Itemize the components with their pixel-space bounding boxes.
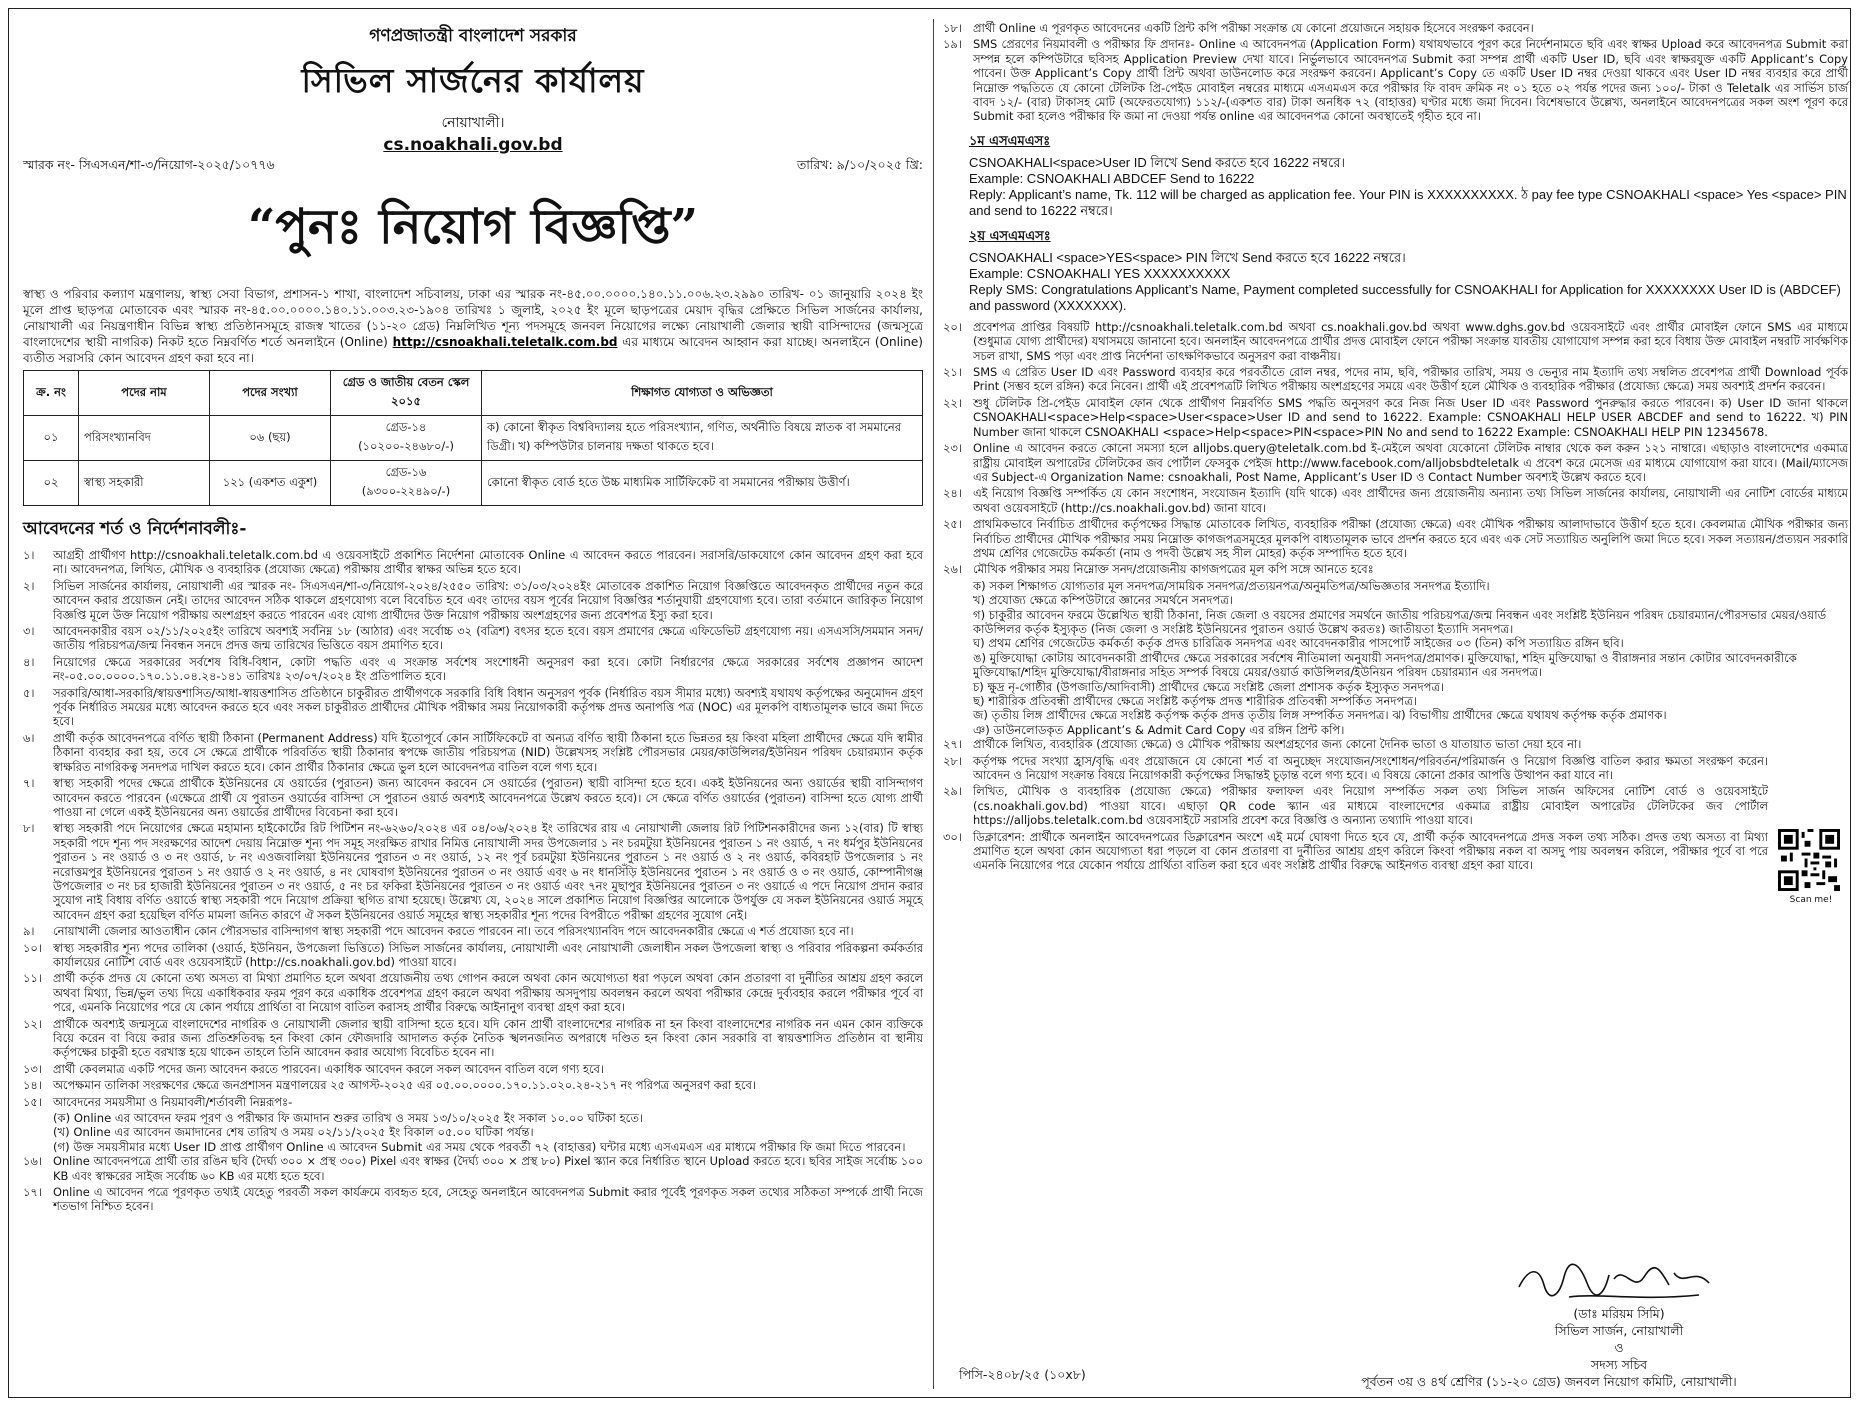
list-item [23,821,923,922]
header [23,23,923,155]
item-text: প্রার্থী কেবলমাত্র একটি পদের জন্য আবেদন করতে পারবেন। একাধিক আবেদন করলে সকল আবেদন বাতিল বলে গণ্য হবে। [53,1061,604,1076]
signatory-title: সিভিল সার্জন, নোয়াখালী [1554,1323,1684,1338]
conditions-title: আবেদনের শর্ত ও নির্দেশনাবলীঃ- [23,519,247,539]
item-text: SMS এ প্রেরিত User ID এবং Password ব্যবহার করে পরবর্তীতে রোল নম্বর, পদের নাম, ছবি, পরীক্ষার তারিখ, সময় ও ভেন্যুর নাম ইত্যাদি তথ্য সম্বলিত প্রবেশপত্র প্রার্থী Download পূর্বক Print (সম্ভব হলে রঙ্গিন) করে নিবেন। প্রার্থী এই প্রবেশপত্রটি লিখিত পরীক্ষায় অংশগ্রহণের সময়ে এবং উত্তীর্ণ হলে মৌখিক ও ব্যবহারিক পরীক্ষার (প্রযোজ্য ক্ষেত্রে) সময় অবশ্যই প্রদর্শন করবেন। [973,365,1848,394]
signatory-name: (ডাঃ মরিয়ম সিমি) [1573,1306,1665,1321]
handwritten-signature [1449,1257,1789,1305]
item-number: ৫। [23,685,35,700]
right-column [943,21,1849,906]
list-item [23,1095,923,1109]
item-text: প্রার্থী কর্তৃক প্রদত্ত যে কোনো তথ্য অসত্য বা মিথ্যা প্রমাণিত হলে অথবা প্রয়োজনীয় তথ্য গোপন করলে অথবা কোন অযোগ্যতা ধরা পড়লে অথবা কোন প্রতারণা বা দুর্নীতির আশ্রয় গ্রহণ করলে অথবা মিথ্যা, ভিন্ন/ভুল তথ্য দিয়ে একাধিকবার ফরম পূরণ করে একাধিক প্রবেশপত্র গ্রহণ করলে অথবা পরীক্ষায় অসদুপায় অবলম্বন করলে অথবা পরীক্ষার কেন্দ্রে দুর্ব্যবহার করলে পরীক্ষার পূর্বে বা পরে, এমনকি নিয়োগের পরে যে কোন পর্যায়ে প্রার্থিতা বা নিয়োগ বাতিল করাসহ প্রার্থীর বিরুদ্ধে আইনানুগ ব্যবস্থা গ্রহণ করা হবে। [53,971,923,1015]
list-item [943,784,1768,827]
sub-item: ছ) শারীরিক প্রতিবন্ধী প্রার্থীদের ক্ষেত্রে সংশ্লিষ্ট কর্তৃপক্ষ প্রদত্ত শারীরিক প্রতিবন্ধী সম্পর্কিত সনদপত্র। [973,694,1418,708]
list-item [943,37,1848,123]
item-number: ২৫। [943,517,962,532]
item-number: ২। [23,578,35,593]
conditions-list-right-a [943,21,1848,124]
intro-paragraph [23,286,923,366]
table-header-row [24,371,923,416]
cell-no: ০২ [24,461,79,506]
item-text: SMS প্রেরণের নিয়মাবলী ও পরীক্ষার ফি প্রদানঃ- Online এ আবেদনপত্র (Application Form) যথাযথভাবে পূরণ করে নির্দেশনামতে ছবি এবং স্বাক্ষর Upload করে আবেদনপত্র Submit করা সম্পন্ন হলে কম্পিউটারে ছবিসহ Application Preview দেখা যাবে। নির্ভুলভাবে আবেদনপত্র Submit করা সম্পন্ন প্রার্থী একটি User ID, ছবি এবং স্বাক্ষরযুক্ত একটি Applicant’s Copy পাবেন। উক্ত Applicant’s Copy প্রার্থী প্রিন্ট অথবা ডাউনলোড করে সংরক্ষণ করবেন। Applicant’s Copy তে একটি User ID নম্বর দেওয়া থাকবে এবং User ID নম্বর ব্যবহার করে প্রার্থী নিম্নোক্ত পদ্ধতিতে যে কোনো টেলিটক প্রি-পেইড মোবাইল নম্বরের মাধ্যমে এসএমএস করে পরীক্ষার ফি বাবদ ক্রমিক নং ০১ হতে ০২ পর্যন্ত পদের জন্য ১০০/- টাকা ও Teletalk এর সার্ভিস চার্জ বাবদ ১২/- (বার) টাকাসহ মোট (অফেরতযোগ্য) ১১২/-(একশত বার) টাকা অনধিক ৭২ (বাহাত্তর) ঘণ্টার মধ্যে জমা দিবেন। বিশেষভাবে উল্লেখ্য, অনলাইনে আবেদনপত্রের সকল অংশ পূরণ করে Submit করা হলেও পরীক্ষার ফি জমা না দেওয়া পর্যন্ত online এর আবেদনপত্র কোনো অবস্থাতেই গৃহীত হবে না। [973,37,1848,124]
gov-name: গণপ্রজাতন্ত্রী বাংলাদেশ সরকার [369,26,577,46]
left-column [23,21,923,1216]
list-item [23,548,923,577]
item-text: সিভিল সার্জনের কার্যালয়, নোয়াখালী এর স্মারক নং- সিএসএন/শা-৩/নিয়োগ-২০২৪/২৫৫০ তারিখ: ৩১/০৩/২০২৪ইং মোতাবেক প্রকাশিত নিয়োগ বিজ্ঞপ্তিতে আবেদনকৃত প্রার্থীদের নতুন করে আবেদন করার প্রয়োজন নেই। তাদের আবেদন সঠিক থাকলে গ্রহণযোগ্য বলে বিবেচিত হবে এবং তাদের বয়স পূর্বের নিয়োগ বিজ্ঞপ্তির শর্তানুযায়ী গ্রহণযোগ্য হবে। তারা বর্তমানে জারিকৃত নিয়োগ বিজ্ঞপ্তি মূলে উক্ত নিয়োগ পরীক্ষায় অংশগ্রহণ করতে পারবেন এবং যোগ্য প্রার্থীদের উক্ত নিয়োগ পরীক্ষায় অংশগ্রহণের জন্য প্রবেশপত্র ইস্যু করা হবে। [53,578,923,622]
sms1-reply: Reply: Applicant’s name, Tk. 112 will be charged as application fee. Your PIN is XXXXXXXXXX. ঠ pay fee type CSNOAKHALI <space> Yes <space> PIN and send to 16222 নম্বরে। [969,186,1847,218]
cell-count: ০৬ (ছয়) [210,416,331,461]
item-number: ২৪। [943,486,962,501]
list-item [23,1154,923,1183]
memo-number: স্মারক নং- সিএসএন/শা-৩/নিয়োগ-২০২৫/১০৭৭৬ [23,157,275,172]
cell-post: পরিসংখ্যানবিদ [79,416,210,461]
item-text: সরকারি/আধা-সরকারি/স্বায়ত্তশাসিত/আধা-স্বায়ত্তশাসিত প্রতিষ্ঠানে চাকুরীরত প্রার্থীগণকে সরকারি বিধি বিধান অনুসরণ পূর্বক (নির্ধারিত বয়স সীমার মধ্যে) অবশ্যই যথাযথ কর্তৃপক্ষের অনুমোদন গ্রহণ পূর্বক নির্ধারিত সময়ের মধ্যে আবেদন করতে হবে এবং সকল চাকুরীরত প্রার্থীদের মৌখিক পরীক্ষার সময় নিয়োগকারী কর্তৃপক্ষ প্রদত্ত অনাপত্তি পত্র (NOC) এর মূলকপি বাধ্যতামূলক ভাবে জমা দিতে হবে। [53,685,923,729]
intro-tail: এর মাধ্যমে আবেদন আহ্বান করা যাচ্ছে। অনলাইনে (Online) ব্যতীত সরাসরি কোন আবেদন গ্রহণ করা হবে না। [23,335,923,365]
col-header-grade: গ্রেড ও জাতীয় বেতন স্কেল ২০১৫ [331,371,482,416]
item-number: ৪। [23,654,35,669]
memo-line [23,157,923,177]
item-number: ২০। [943,319,962,334]
item-number: ২৬। [943,562,962,577]
item-text: নোয়াখালী জেলার আওতাধীন কোন পৌরসভার বাসিন্দাগণ স্বাস্থ্য সহকারী পদে আবেদন করতে পারবেন না। তবে পরিসংখ্যানবিদ পদে আবেদনকারীর ক্ষেত্রে এ শর্ত প্রযোজ্য হবে না। [53,924,854,939]
item-number: ১১। [23,971,42,986]
list-item [943,365,1848,394]
item-text: লিখিত, মৌখিক ও ব্যবহারিক (প্রযোজ্য ক্ষেত্রে) পরীক্ষার ফলাফল এবং নিয়োগ সম্পর্কিত সকল তথ্য সিভিল সার্জন অফিসের নোটিশ বোর্ড ও ওয়েবসাইটে (cs.noakhali.gov.bd) পাওয়া যাবে। এছাড়া QR code স্ক্যান এর মাধ্যমে বাংলাদেশের একমাত্র রাষ্ট্রীয় মোবাইল অপারেটর টেলিটকের জব পোর্টাল https://alljobs.teletalk.com.bd ওয়েবসাইটে সরাসরি প্রবেশ করে বিজ্ঞপ্তি ও অন্যান্য তথ্যাদি পাওয়া যাবে। [973,784,1768,828]
list-item [23,1078,923,1092]
item-text: অপেক্ষমান তালিকা সংরক্ষণের ক্ষেত্রে জনপ্রশাসন মন্ত্রণালয়ের ২৫ আগস্ট-২০২৫ এর ০৫.০০.০০০০.১৭০.১১.০২০.২৪-২১৭ নং পরিপত্র অনুসরণ করা হবে। [53,1078,756,1093]
sub-item: ক) সকল শিক্ষাগত যোগ্যতার মূল সনদপত্র/সাময়িক সনদপত্র/প্রত্যয়নপত্র/অনুমতিপত্র/অভিজ্ঞতার সনদপত্র ইত্যাদি। [973,578,1490,593]
district-name: নোয়াখালী। [441,115,505,131]
col-header-count: পদের সংখ্যা [210,371,331,416]
grade-label: গ্রেড-১৬ [385,465,427,479]
item-text: কর্তৃপক্ষ পদের সংখ্যা হ্রাস/বৃদ্ধি এবং প্রয়োজনে যে কোনো শর্ত বা অনুচ্ছেদ সংযোজন/সংশোধন/পরিবর্তন/পরিমার্জন ও নিয়োগ বিজ্ঞপ্তি বাতিল করার ক্ষমতা সংরক্ষণ করেন। আবেদন ও নিয়োগ সংক্রান্ত বিষয়ে নিয়োগকারী কর্তৃপক্ষের সিদ্ধান্তই চূড়ান্ত বলে গণ্য হবে। এ বিষয়ে কোনো প্রকার আপত্তি উত্থাপন করা যাবে না। [973,753,1768,783]
item-number: ২২। [943,395,962,410]
list-item [23,971,923,1014]
cell-post: স্বাস্থ্য সহকারী [79,461,210,506]
item-text: এই নিয়োগ বিজ্ঞপ্তি সম্পর্কিত যে কোন সংশোধন, সংযোজন ইত্যাদি (যদি থাকে) এবং প্রার্থীদের জন্য প্রয়োজনীয় অন্যান্য তথ্য সিভিল সার্জনের কার্যালয়, নোয়াখালী এর নোটিশ বোর্ডের মাধ্যমে অথবা ওয়েবসাইটে (http://cs.noakhali.gov.bd) জানা যাবে। [973,486,1848,515]
item-number: ২৩। [943,441,962,456]
list-item [943,441,1848,484]
list-item [943,754,1768,783]
col-header-post: পদের নাম [79,371,210,416]
list-item [23,1017,923,1060]
signatory-and: ও [1614,1340,1624,1355]
scale-label: (১০২০০-২৪৬৮০/-) [358,439,454,453]
sub-item: (ক) Online এর আবেদন ফরম পূরণ ও পরীক্ষার ফি জমাদান শুরুর তারিখ ও সময় ১৩/১০/২০২৫ ইং সকাল ১০.০০ ঘটিকা হতে। [53,1111,644,1126]
sms2-reply: Reply SMS: Congratulations Applicant’s Name, Payment completed successfully for CSNOAKHALI for Application for XXXXXXXX User ID is (ABDCEF) and password (XXXXXXX). [969,281,1841,313]
conditions-list-right-c [943,737,1848,873]
item15-subs [23,1111,923,1154]
item-text: শুধু টেলিটক প্রি-পেইড মোবাইল ফোন থেকে প্রার্থীগণ নিম্নবর্ণিত SMS পদ্ধতি অনুসরণ করে নিজ নিজ User ID এবং Password পুনরুদ্ধার করতে পারবেন। ক) User ID জানা থাকলে CSNOAKHALI<space>Help<space>User<space>User ID and send to 16222. Example: CSNOAKHALI HELP USER ABCDEF and send to 16222. খ) PIN Number জানা থাকলে CSNOAKHALI <space>Help<space>PIN<space>PIN No and send to 16222 Example: CSNOAKHALI HELP PIN 12345678. [973,395,1848,439]
notice-frame [8,8,1851,1398]
item-text: নিয়োগের ক্ষেত্রে সরকারের সর্বশেষ বিধি-বিধান, কোটা পদ্ধতি এবং এ সংক্রান্ত সর্বশেষ সংশোধনী অনুসরণ করা হবে। কোটা নির্ধারণের ক্ষেত্রে সরকারের সর্বশেষ প্রজ্ঞাপন আদেশ নং-০৫.০০.০০০০.১৭০.১১.০৪.২৪-১৪১ তারিখঃ ২৩/০৭/২০২৪ ইং প্রতিপালিত হবে। [53,654,923,684]
qr-block [1778,829,1844,905]
list-item [23,624,923,653]
item-text: আবেদনকারীর বয়স ০২/১১/২০২৫ইং তারিখে অবশ্যই সর্বনিম্ন ১৮ (আঠার) এবং সর্বোচ্চ ৩২ (বত্রিশ) বৎসর হতে হবে। বয়স প্রমাণের ক্ষেত্রে এফিডেভিট গ্রহণযোগ্য নয়। এসএসসি/সমমান সনদ/জাতীয় পরিচয়পত্র/জন্ম নিবন্ধন সনদে প্রদত্ত জন্ম তারিখের ভিত্তিতে বয়স প্রমাণিত হবে। [53,624,923,653]
item-number: ৬। [23,730,35,745]
list-item [943,562,1848,576]
office-name: সিভিল সার্জনের কার্যালয় [301,61,645,100]
intro-text: স্বাস্থ্য ও পরিবার কল্যাণ মন্ত্রণালয়, স্বাস্থ্য সেবা বিভাগ, প্রশাসন-১ শাখা, বাংলাদেশ সচিবালয়, ঢাকা এর স্মারক নং-৪৫.০০.০০০০.১৪০.১১.০০৬.২৩.২৯৯০ তারিখ- ০১ জানুয়ারি ২০২৪ ইং মূলে প্রাপ্ত ছাড়পত্র মোতাবেক এবং স্মারক নং-৪৫.০০.০০০০.১৪০.১১.০০৩.২৩-১৯০৪ তারিখঃ ১ জুলাই, ২০২৫ ইং মূলে ছাড়পত্রের মেয়াদ বৃদ্ধির প্রেক্ষিতে সিভিল সার্জনের কার্যালয়, নোয়াখালী এর নিয়ন্ত্রণাধীন বিভিন্ন স্বাস্থ্য প্রতিষ্ঠানসমূহে রাজস্ব খাতের (১১-২০ গ্রেড) নিম্নলিখিত শূন্য পদসমূহে জনবল নিয়োগের লক্ষ্যে নোয়াখালী জেলার স্থায়ী বাসিন্দাদের (জন্মসূত্রে বাংলাদেশের স্থায়ী নাগরিক) নিকট হতে নিম্নবর্ণিত শর্তে অনলাইনে (Online) [23,287,923,349]
grade-label: গ্রেড-১৪ [385,420,427,434]
list-item [23,1062,923,1076]
item-text: ডিক্লারেশন: প্রার্থীকে অনলাইন আবেদনপত্রের ডিক্লারেশন অংশে এই মর্মে ঘোষণা দিতে হবে যে, প্রার্থী কর্তৃক আবেদনপত্রে প্রদত্ত সকল তথ্য সঠিক। প্রদত্ত তথ্য অসত্য বা মিথ্যা প্রমাণিত হলে অথবা কোন অযোগ্যতা ধরা পড়লে বা কোন প্রতারণা বা দুর্নীতির আশ্রয় গ্রহণ করিলে কিংবা পরীক্ষায় নকল বা অসদু পায় অবলম্বন করিলে, পরীক্ষার পূর্বে বা পরে এমনকি নিয়োগের পরে যেকোন পর্যায়ে প্রার্থিতা বাতিল করা হবে এবং সংশ্লিষ্ট প্রার্থীর বিরুদ্ধে আইনগত ব্যবস্থা গ্রহণ করা যাবে। [973,829,1768,873]
item-text: প্রবেশপত্র প্রাপ্তির বিষয়টি http://csnoakhali.teletalk.com.bd অথবা cs.noakhali.gov.bd অথবা www.dghs.gov.bd ওয়েবসাইটে এবং প্রার্থীর মোবাইল ফোনে SMS এর মাধ্যমে (শুধুমাত্র যোগ্য প্রার্থীদের) যথাসময়ে জানানো হবে। অনলাইন আবেদনপত্রে প্রার্থীর প্রদত্ত মোবাইল ফোনে পরীক্ষা সংক্রান্ত যাবতীয় যোগাযোগ সম্পন্ন করা হবে বিধায় উক্ত মোবাইল নম্বরটি সার্বক্ষণিক সচল রাখা, SMS পড়া এবং প্রাপ্ত নির্দেশনা তাৎক্ষণিকভাবে অনুসরণ করা বাঞ্চনীয়। [973,319,1848,363]
conditions-list-left [23,548,923,1109]
list-item [943,737,1768,751]
sms1-format: CSNOAKHALI<space>User ID লিখে Send করতে হবে 16222 নম্বরে। [969,154,1346,170]
sub-item: খ) প্রযোজ্য ক্ষেত্রে কম্পিউটারে জ্ঞানের সমর্থনে সনদপত্র। [973,593,1234,608]
cell-grade [331,461,482,506]
list-item [23,776,923,819]
list-item [23,924,923,938]
list-item [943,486,1848,515]
table-row [24,416,923,461]
item-text: প্রার্থীকে লিখিত, ব্যবহারিক (প্রযোজ্য ক্ষেত্রে) ও মৌখিক পরীক্ষায় অংশগ্রহণের জন্য কোনো দৈনিক ভাতা ও যাতায়াত ভাতা দেয়া হবে না। [973,737,1582,752]
list-item [943,320,1848,363]
conditions-list-right-b [943,320,1848,577]
item-number: ৩। [23,624,35,639]
list-item [23,731,923,774]
signatory-committee: পূর্বতন ৩য় ও ৪র্থ শ্রেণির (১১-২০ গ্রেড) জনবল নিয়োগ কমিটি, নোয়াখালী। [1361,1374,1737,1389]
item-text: মৌখিক পরীক্ষার সময় নিম্নোক্ত সনদ/প্রয়োজনীয় কাগজপত্রের মূল কপি সঙ্গে আনতে হবেঃ [973,562,1374,577]
qr-code-icon[interactable] [1778,829,1840,891]
item-text: প্রাথমিকভাবে নির্বাচিত প্রার্থীদের কর্তৃপক্ষের সিদ্ধান্ত মোতাবেক লিখিত, ব্যবহারিক পরীক্ষা (প্রযোজ্য ক্ষেত্রে) এবং মৌখিক পরীক্ষায় আলাদাভাবে উত্তীর্ণ হতে হবে। কেবলমাত্র মৌখিক পরীক্ষার জন্য নির্বাচিত প্রার্থীদের মৌখিক পরীক্ষার সময় নিম্নোক্ত কাগজপত্রসমূহের মূলকপি বাধ্যতামূলক ভাবে প্রদর্শন করতে হবে এবং এক সেট সত্যায়িত অনুলিপি জমা দিতে হবে। সকল সত্যায়ন/প্রত্যয়ন সরকারি প্রথম শ্রেণির গেজেটেড কর্মকর্তা (নাম ও পদবী উল্লেখ সহ সীল মোহর) কর্তৃক সম্পাদিত হতে হবে। [973,517,1849,560]
sms2-format: CSNOAKHALI <space>YES<space> PIN লিখে Send করতে হবে 16222 নম্বরে। [969,249,1406,265]
item-number: ১। [23,548,35,562]
qr-caption: Scan me! [1789,895,1833,906]
item-number: ১০। [23,940,42,955]
sms1-example: Example: CSNOAKHALI ABDCEF Send to 16222 [969,170,1255,186]
item-number: ৩০। [943,829,962,844]
list-item [23,686,923,729]
list-item [23,655,923,684]
item-text: Online এ আবেদন পত্রে পূরণকৃত তথ্যই যেহেতু পরবর্তী সকল কার্যক্রমে ব্যবহৃত হবে, সেহেতু অনলাইনে আবেদনপত্র Submit করার পূর্বেই পূরণকৃত সকল তথ্যের সঠিকতা সম্পর্কে প্রার্থী নিজে শতভাগ নিশ্চিত হবেন। [53,1185,923,1214]
list-item [943,830,1768,873]
sms2-heading: ২য় এসএমএসঃ [969,228,1051,244]
col-header-qualification: শিক্ষাগত যোগ্যতা ও অভিজ্ঞতা [482,371,923,416]
item-text: প্রার্থী Online এ পূরণকৃত আবেদনের একটি প্রিন্ট কপি পরীক্ষা সংক্রান্ত যে কোনো প্রয়োজনে সহায়ক হিসেবে সংরক্ষণ করবেন। [973,21,1534,35]
item-number: ২৮। [943,753,962,768]
column-divider [933,19,934,1389]
item-number: ২১। [943,365,962,380]
list-item [943,517,1848,560]
sub-item: জ) তৃতীয় লিঙ্গ প্রার্থীদের ক্ষেত্রে সংশ্লিষ্ট কর্তৃপক্ষ কর্তৃক প্রদত্ত তৃতীয় লিঙ্গ সম্পর্কিত সনদপত্র। ঝ) বিভাগীয় প্রার্থীদের ক্ষেত্রে যথাযথ কর্তৃপক্ষ কর্তৃক প্রমাণক। [973,708,1667,723]
sms1-heading: ১ম এসএমএসঃ [969,133,1051,149]
list-item [943,396,1848,439]
item-number: ১২। [23,1016,42,1031]
item-number: ২৭। [943,737,962,752]
sub-item: চ) ক্ষুদ্র নৃ-গোষ্ঠীর (উপজাতি/আদিবাসী) প্রার্থীদের ক্ষেত্রে সংশ্লিষ্ট জেলা প্রশাসক কর্তৃক ইস্যুকৃত সনদপত্র। [973,679,1445,694]
cell-grade [331,416,482,461]
item-number: ৮। [23,821,35,836]
office-website[interactable]: cs.noakhali.gov.bd [383,135,563,155]
sub-item: (খ) Online এর আবেদন জমাদানের শেষ তারিখ ও সময় ০২/১১/২০২৫ ইং বিকাল ০৫.০০ ঘটিকা পর্যন্ত। [53,1125,534,1140]
item-text: প্রার্থী কর্তৃক আবেদনপত্রে বর্ণিত স্থায়ী ঠিকানা (Permanent Address) যদি ইতোপূর্বে কোন সার্টিফিকেটে বা অন্যত্র বর্ণিত স্থায়ী ঠিকানা হতে ভিন্নতর হয় কিংবা মহিলা প্রার্থীদের ক্ষেত্রে যদি স্বামীর ঠিকানা ব্যবহার করা হয়, তবে সে ক্ষেত্রে প্রার্থীকে পরিবর্তিত স্থায়ী ঠিকানার স্বপক্ষে জাতীয় পরিচয়পত্র (NID) উল্লেখসহ সংশ্লিষ্ট পৌরসভার মেয়র/কাউন্সিলর/ইউনিয়ন পরিষদ চেয়ারম্যান কর্তৃক স্বাক্ষরিত নাগরিকত্ব সনদপত্র দাখিল করতে হবে। কোন প্রার্থীর ঠিকানার ক্ষেত্রে ভুল হলে আবেদনপত্র বাতিল বলে গণ্য হবে। [53,730,923,774]
sub-item: গ) চাকুরীর আবেদন ফরমে উল্লেখিত স্থায়ী ঠিকানা, নিজ জেলা ও বয়সের প্রমাণের সমর্থনে জাতীয় পরিচয়পত্র/জন্ম নিবন্ধন এবং সংশ্লিষ্ট ইউনিয়ন পরিষদ চেয়ারম্যান/পৌরসভার মেয়র/ওয়ার্ড কাউন্সিলর কর্তৃক ইস্যুকৃত (নিজ জেলা ও সংশ্লিষ্ট ইউনিয়নের পুরাতন ওয়ার্ড উল্লেখ করতঃ) জাতীয়তা ইত্যাদি সনদপত্র। [973,607,1827,636]
notice-title: “পুনঃ নিয়োগ বিজ্ঞপ্তি” [247,199,699,255]
signature-icon [1509,1257,1729,1305]
list-item [23,579,923,622]
teletalk-link[interactable]: http://csnoakhali.teletalk.com.bd [392,335,618,349]
scale-label: (৯৩০০-২২৪৯০/-) [361,484,451,498]
item-number: ১৬। [23,1154,42,1169]
sub-item: ঙ) মুক্তিযোদ্ধা কোটায় আবেদনকারী প্রার্থীদের ক্ষেত্রে সরকারের সর্বশেষ নীতিমালা অনুযায়ী সনদপত্র/প্রমাণক। মুক্তিযোদ্ধা, শহিদ মুক্তিযোদ্ধা ও বীরাঙ্গনার সন্তান কোটার আবেদনকারীকে মুক্তিযোদ্ধা/শহিদ মুক্তিযোদ্ধা/বীরাঙ্গনার সহিত সম্পর্ক বিষয়ে মেয়র/ওয়ার্ড কাউন্সিলর/ইউনিয়ন পরিষদ চেয়ারম্যান এর সনদপত্র। [973,650,1797,680]
item-number: ১৮। [943,21,962,35]
signature-block [1361,1257,1789,1390]
item-text: আবেদনের সময়সীমা ও নিয়মাবলী/শর্তাবলী নিম্নরূপঃ- [53,1094,293,1109]
sms2-example: Example: CSNOAKHALI YES XXXXXXXXXX [969,265,1231,281]
item-number: ১৭। [23,1185,42,1200]
item-number: ১৯। [943,37,962,52]
item-number: ৭। [23,776,35,791]
sub-item: ঘ) প্রথম শ্রেণির গেজেটেড কর্মকর্তা কর্তৃক প্রদত্ত চারিত্রিক সনদপত্র এবং আবেদনকারীর পাসপোর্ট সাইজের ০৩ (তিন) কপি সত্যায়িত রঙ্গিন ছবি। [973,636,1624,651]
cell-no: ০১ [24,416,79,461]
item-number: ৯। [23,924,35,939]
item-text: Online এ আবেদন করতে কোনো সমস্যা হলে alljobs.query@teletalk.com.bd ই-মেইলে অথবা যেকোনো টেলিটক নাম্বার থেকে কল করুন ১২১ নাম্বারে। এছাড়াও বাংলাদেশের একমাত্র রাষ্ট্রীয় মোবাইল অপারেটর টেলিটকের জব পোর্টাল ফেসবুক পেইজ http://www.facebook.com/alljobsbdteletalk এ প্রবেশ করে মেসেজ এর মাধ্যমে যোগাযোগ করা যাবে। (Mail/ম্যাসেজ এর Subject-এ Organization Name: csnoakhali, Post Name, Applicant’s User ID ও Contact Number অবশ্যই উল্লেখ করতে হবে। [973,441,1848,484]
list-item [23,1185,923,1214]
item-number: ১৫। [23,1094,42,1109]
cell-qualification: কোনো স্বীকৃত বোর্ড হতে উচ্চ মাধ্যমিক সার্টিফিকেট বা সমমানের পরীক্ষায় উত্তীর্ণ। [482,461,923,506]
col-header-no: ক্র. নং [24,371,79,416]
cell-count: ১২১ (একশত একুশ) [210,461,331,506]
sub-item: (গ) উক্ত সময়সীমার মধ্যে User ID প্রাপ্ত প্রার্থীগণ Online এ আবেদন Submit এর সময় থেকে পরবর্তী ৭২ (বাহাত্তর) ঘন্টার মধ্যে এসএমএস এর মাধ্যমে পরীক্ষার ফি জমা দিতে পারবেন। [53,1139,906,1154]
item-text: আগ্রহী প্রার্থীগণ http://csnoakhali.teletalk.com.bd এ ওয়েবসাইটে প্রকাশিত নির্দেশনা মোতাবেক Online এ আবেদন করতে পারবেন। সরাসরি/ডাকযোগে কোন আবেদন গ্রহণ করা হবে না। আবেদনপত্র, লিখিত, মৌখিক ও ব্যবহারিক (প্রযোজ্য ক্ষেত্রে) পরীক্ষায় প্রার্থীর স্বাক্ষর অভিন্ন হতে হবে। [53,548,923,577]
pc-code: পিসি-২৪০৮/২৫ (১০x৮) [959,1367,1086,1382]
posts-table [23,370,923,506]
table-row [24,461,923,506]
tail-block [943,737,1848,906]
item-number: ২৯। [943,784,962,799]
signatory-member: সদস্য সচিব [1590,1357,1648,1372]
item-text: স্বাস্থ্য সহকারী পদে নিয়োগের ক্ষেত্রে মহামান্য হাইকোর্টের রিট পিটিশন নং-৬২৬০/২০২৪ এর ০৪/০৬/২০২৪ ইং তারিখের রায় এ নোয়াখালী জেলায় রিট পিটিশনকারীদের জন্য ১২(বার) টি স্বাস্থ্য সহকারী পদে শূন্য পদ সংরক্ষণের আদেশ দেয়ায় নিম্নোক্ত শূন্য পদ সমূহ সংরক্ষিত রাখার নিমিত্ত নোয়াখালী সদর উপজেলার ১ নং চরমটুয়া ইউনিয়নের পুরাতন ১ নং ওয়ার্ড, ৭ নং ধর্মপুর ইউনিয়নের পুরাতন ১ নং ওয়ার্ড ও ৩ নং ওয়ার্ড, ৮ নং এওজবালিয়া ইউনিয়নের পুরাতন ৩ নং ওয়ার্ড, ১২ নং পূর্ব চরমটুয়া ইউনিয়নের পুরাতন ১ নং ওয়ার্ড ও ২ নং ওয়ার্ড, কবিরহাট উপজেলার ১ নং নরোত্তমপুর ইউনিয়নের পুরাতন ১ নং ওয়ার্ড ও ২ নং ওয়ার্ড, ৪ নং ঘোষবাগ ইউনিয়নের পুরাতন ৩ নং ওয়ার্ড এবং ৬ নং ধানসিঁড়ি ইউনিয়নের পুরাতন ১ নং ওয়ার্ড ও ৩ নং ওয়ার্ড, কোম্পানীগঞ্জ উপজেলার ৩ নং চর হাজারী ইউনিয়নের পুরাতন ৩ নং ওয়ার্ড, ৫ নং চর ফকিরা ইউনিয়নের পুরাতন ৩ নং ওয়ার্ড এবং ৭নং মুছাপুর ইউনিয়নের পুরাতন ৩ নং ওয়ার্ডে এ পদে নিয়োগ প্রদান করার সুযোগ নাই বিধায় বর্ণিত ওয়ার্ডে স্বাস্থ্য সহকারী পদে নিয়োগ প্রক্রিয়া স্থগিত রাখা হয়েছে। উল্লেখ্য যে, ২০২৪ সালে প্রকাশিত নিয়োগ বিজ্ঞপ্তির আলোকে উপর্যুক্ত যে সকল ইউনিয়নের ওয়ার্ড সমূহে আবেদন গ্রহণ করা হয়েছিল বর্ণিত মামলা জনিত কারণে ঐ সকল ইউনিয়নের ওয়ার্ড সমূহের স্বাস্থ্য সহকারীর শূন্য পদের বিপরীতে পরীক্ষা গ্রহণের সুযোগ নেই। [53,821,923,922]
item26-subs [943,579,1848,737]
item-number: ১৪। [23,1078,42,1093]
item-text: স্বাস্থ্য সহকারীর শূন্য পদের তালিকা (ওয়ার্ড, ইউনিয়ন, উপজেলা ভিত্তিতে) সিভিল সার্জনের কার্যালয়, নোয়াখালী এবং নোয়াখালী জেলাধীন সকল উপজেলা স্বাস্থ্য ও পরিবার পরিকল্পনা কর্মকর্তার কার্যালয়ের নোটিশ বোর্ড এবং ওয়েবসাইটে (http://cs.noakhali.gov.bd) পাওয়া যাবে। [53,940,923,969]
item-text: স্বাস্থ্য সহকারী পদের ক্ষেত্রে প্রার্থীকে ইউনিয়নের যে ওয়ার্ডের (পুরাতন) জন্য আবেদন করবেন সে ওয়ার্ডের (পুরাতন) স্থায়ী বাসিন্দা হতে হবে। একই ইউনিয়নের অন্য ওয়ার্ডের স্থায়ী বাসিন্দাগণ আবেদন করতে পারবেন (এক্ষেত্রে প্রার্থী যে পুরাতন ওয়ার্ডের বাসিন্দা সে পুরাতন ওয়ার্ড অবশ্যই আবেদনপত্রে উল্লেখ করতে হবে)। সে ক্ষেত্রে বর্ণিত ওয়ার্ডের (পুরাতন) বাসিন্দা হতে যোগ্য প্রার্থী পাওয়া না গেলে একই ইউনিয়নের অন্য ওয়ার্ডের প্রার্থীদের বিবেচনা করা হবে। [53,776,923,819]
item-number: ১৩। [23,1061,42,1076]
conditions-list-left-2 [23,1154,923,1214]
memo-date: তারিখ: ৯/১০/২০২৫ খ্রি: [796,157,923,172]
sub-item: ঞ) ডাউনলোডকৃত Applicant’s & Admit Card Copy এর রঙ্গিন প্রিন্ট কপি। [973,722,1345,737]
item-text: প্রার্থীকে অবশ্যই জন্মসূত্রে বাংলাদেশের নাগরিক ও নোয়াখালী জেলার স্থায়ী বাসিন্দা হতে হবে। যদি কোন প্রার্থী বাংলাদেশের নাগরিক না হন কিংবা বাংলাদেশের নাগরিক নন এমন কোন ব্যক্তিকে বিয়ে করেন বা বিয়ে করার জন্য প্রতিশ্রুতিবদ্ধ হন কিংবা কোন ফৌজদারি আদালত কর্তৃক নৈতিক স্খলনজনিত অপরাধে দণ্ডিত হন কিংবা কোন সরকারি বা স্বায়ত্তশাসিত প্রতিষ্ঠান বা স্থানীয় কর্তৃপক্ষের চাকুরী হতে বরখাস্ত হয়ে থাকেন তাহলে তিনি আবেদন করার অযোগ্য বিবেচিত হবেন না। [53,1016,923,1060]
list-item [943,21,1848,35]
cell-qualification: ক) কোনো স্বীকৃত বিশ্ববিদ্যালয় হতে পরিসংখ্যান, গণিত, অর্থনীতি বিষয়ে স্নাতক বা সমমানের ডিগ্রী। খ) কম্পিউটার চালনায় দক্ষতা থাকতে হবে। [482,416,923,461]
list-item [23,941,923,970]
item-text: Online আবেদনপত্রে প্রার্থী তার রঙিন ছবি (দৈর্ঘ্য ৩০০ × প্রস্থ ৩০০) Pixel এবং স্বাক্ষর (দৈর্ঘ্য ৩০০ × প্রস্থ ৮০) Pixel স্ক্যান করে নির্ধারিত স্থানে Upload করতে হবে। ছবির সাইজ সর্বোচ্চ ১০০ KB এবং স্বাক্ষরের সাইজ সর্বোচ্চ ৬০ KB এর মধ্যে হতে হবে। [53,1154,923,1183]
